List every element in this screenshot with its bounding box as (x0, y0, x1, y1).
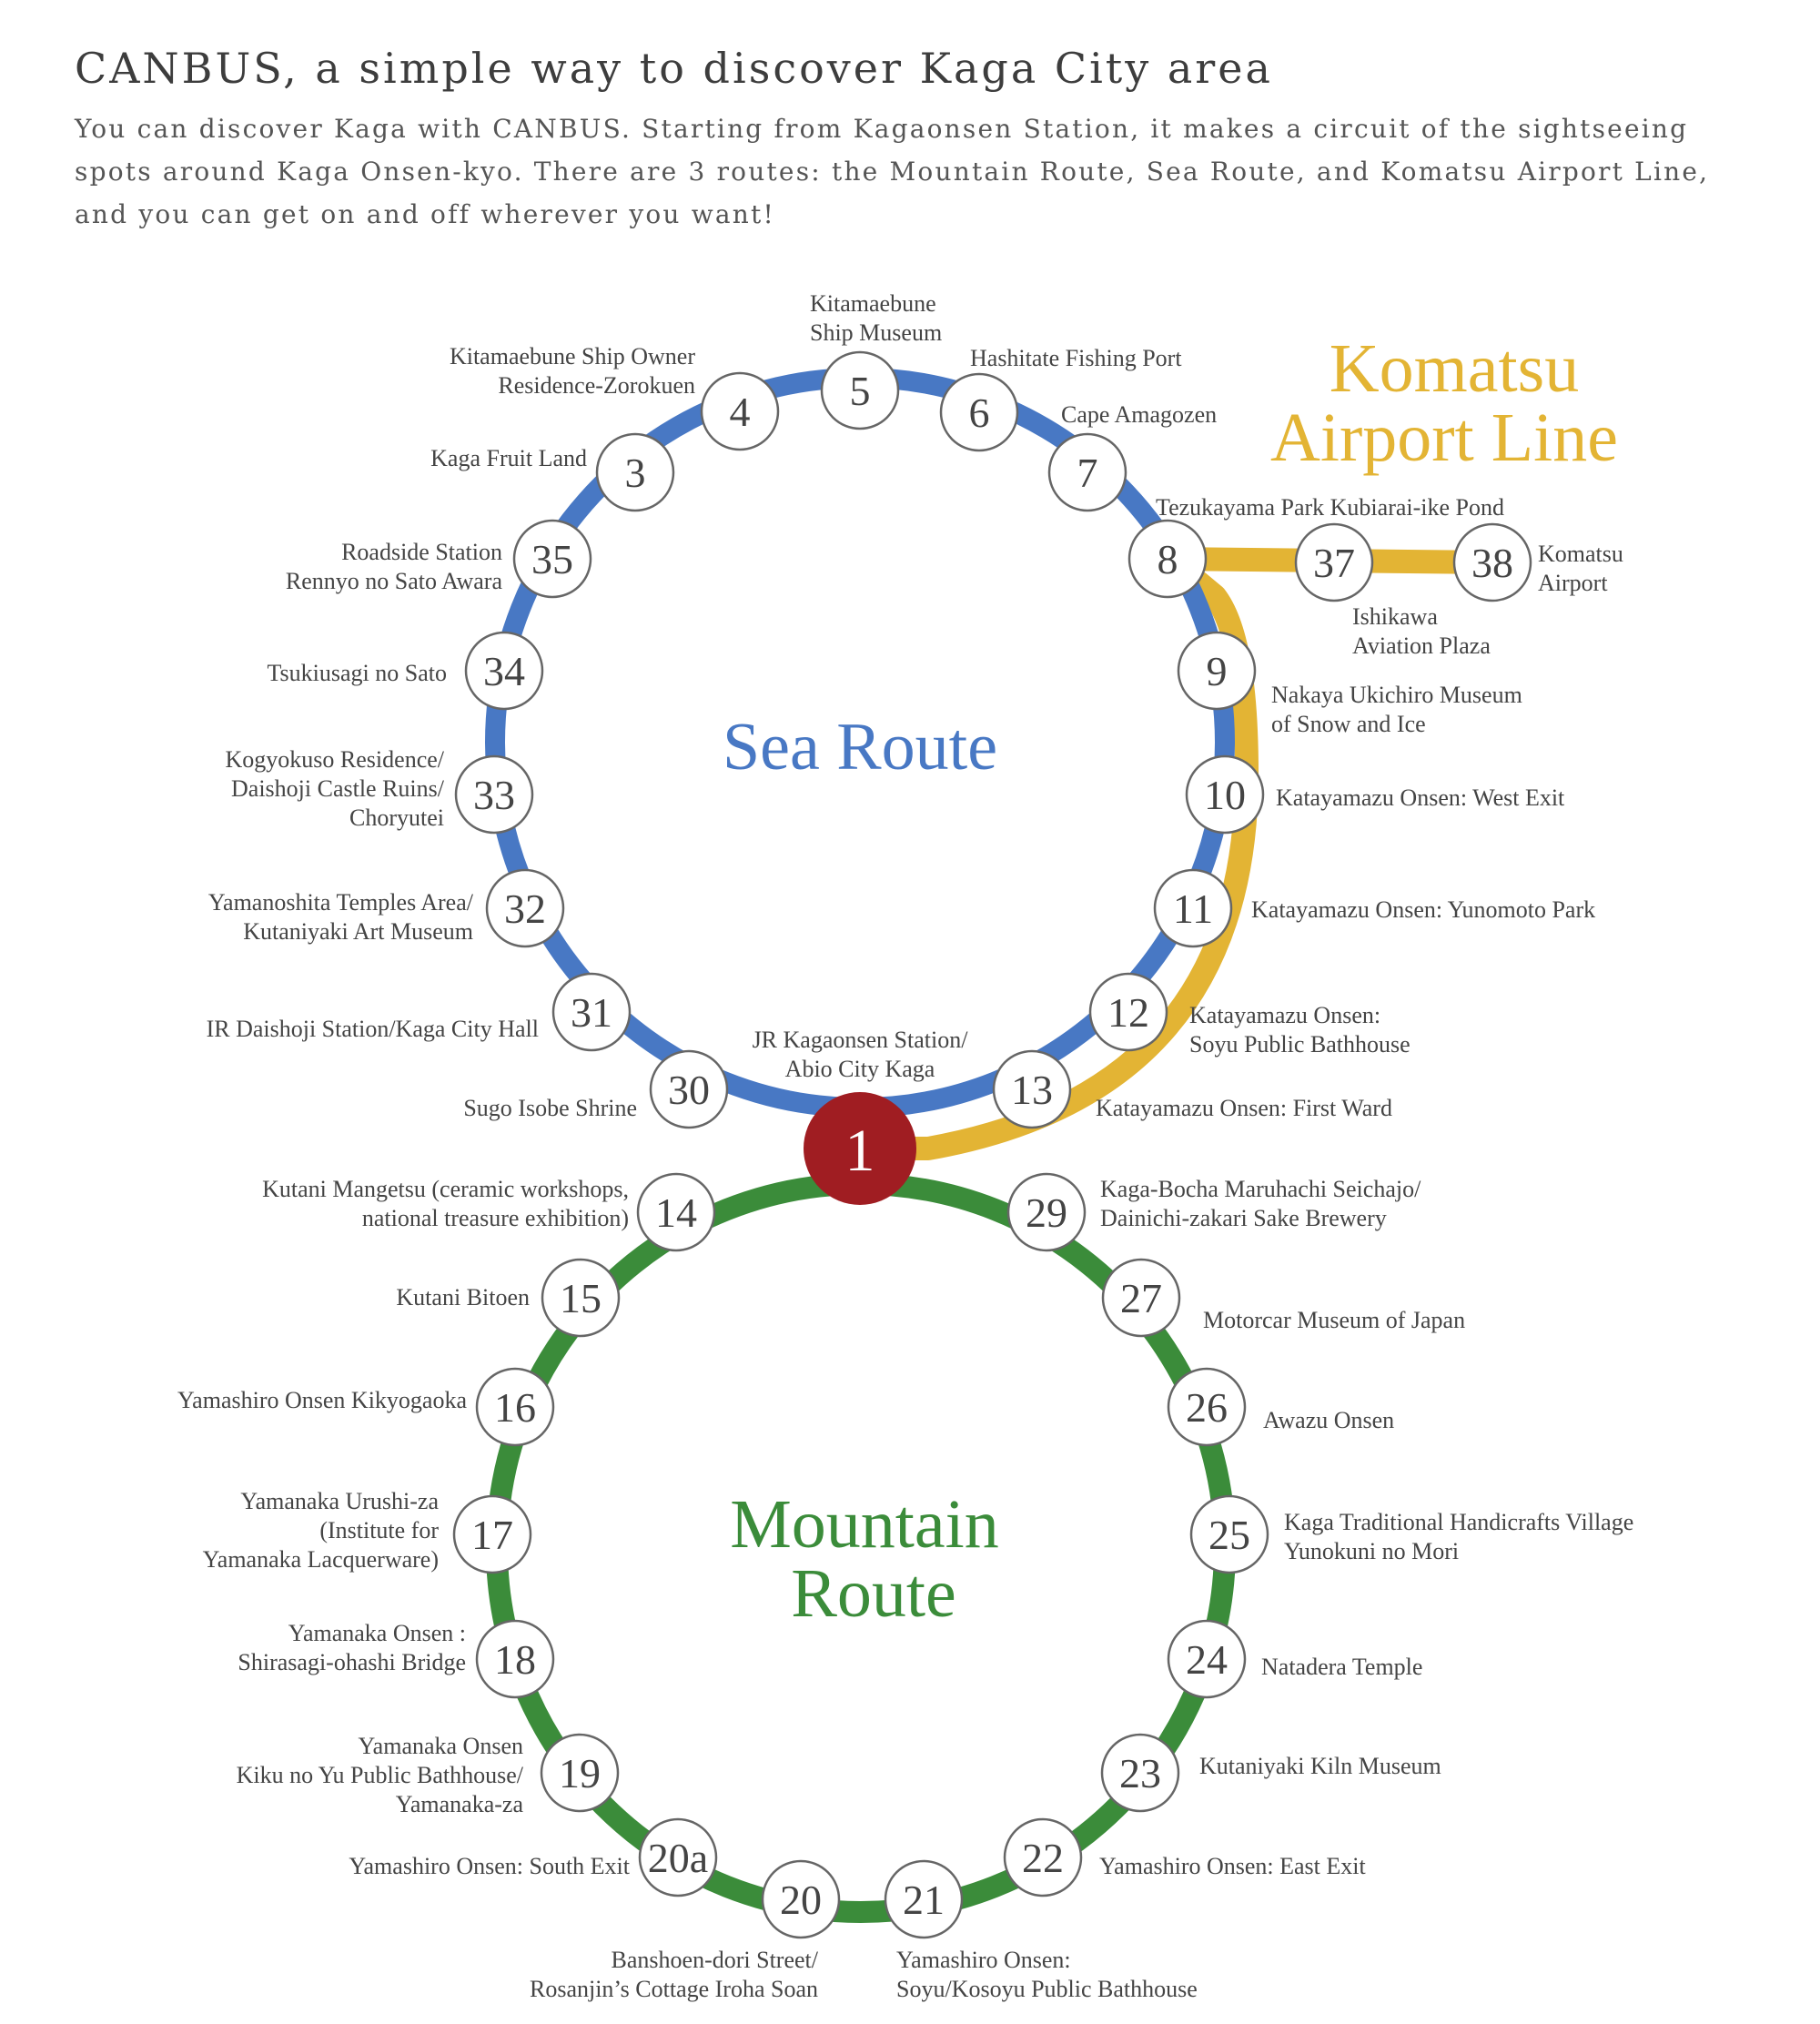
station-label-17 (203, 1488, 440, 1573)
station-20[interactable] (763, 1861, 839, 1938)
sea-route-title: Sea Route (722, 710, 998, 784)
station-label-line: Komatsu (1538, 541, 1623, 567)
station-label-line: Yamanaka-za (395, 1791, 523, 1817)
station-5[interactable] (822, 352, 898, 429)
airport-line-title-line1: Komatsu (1329, 330, 1580, 407)
station-12[interactable] (1090, 974, 1167, 1050)
station-number: 3 (624, 450, 646, 496)
station-label-line: Kitamaebune (810, 290, 936, 317)
station-3[interactable] (597, 434, 673, 511)
station-number: 11 (1172, 886, 1214, 932)
station-label-line: (Institute for (319, 1517, 439, 1543)
station-4[interactable] (702, 373, 778, 450)
station-label-line: Katayamazu Onsen: First Ward (1096, 1095, 1392, 1121)
station-18[interactable] (477, 1621, 553, 1697)
station-label-29 (1100, 1176, 1421, 1231)
station-label-12 (1189, 1002, 1410, 1058)
station-33[interactable] (456, 756, 532, 833)
station-label-line: Kaga Fruit Land (430, 445, 587, 471)
station-label-line: Yamanaka Lacquerware) (202, 1546, 439, 1573)
station-16[interactable] (477, 1369, 553, 1445)
station-label-line: Choryutei (349, 805, 444, 831)
hub-label-line1: JR Kagaonsen Station/ (752, 1027, 968, 1053)
station-label-line: Tsukiusagi no Sato (267, 660, 447, 686)
station-7[interactable] (1049, 434, 1126, 511)
station-35[interactable] (514, 521, 591, 597)
station-label-10 (1276, 784, 1565, 811)
station-label-line: Yamashiro Onsen: (896, 1947, 1071, 1973)
station-34[interactable] (466, 632, 542, 709)
station-number: 4 (729, 389, 751, 435)
station-label-30 (463, 1095, 637, 1121)
station-number: 30 (668, 1067, 710, 1113)
station-label-20a (349, 1853, 630, 1879)
station-label-line: Yamanaka Urushi-za (240, 1488, 439, 1514)
station-label-line: Kutani Mangetsu (ceramic workshops, (262, 1176, 629, 1202)
station-label-22 (1099, 1853, 1367, 1879)
station-label-line: Roadside Station (341, 539, 502, 565)
station-number: 21 (903, 1877, 945, 1923)
station-label-34 (267, 660, 447, 686)
station-number: 24 (1186, 1636, 1228, 1683)
station-31[interactable] (553, 974, 630, 1050)
station-label-line: Hashitate Fishing Port (970, 345, 1182, 371)
station-label-line: Katayamazu Onsen: West Exit (1276, 784, 1565, 811)
station-number: 13 (1011, 1067, 1053, 1113)
station-label-7 (1061, 401, 1217, 428)
station-label-35 (286, 539, 503, 594)
station-27[interactable] (1103, 1260, 1179, 1336)
station-number: 32 (504, 886, 546, 932)
station-label-line: Cape Amagozen (1061, 401, 1218, 428)
station-number: 29 (1026, 1189, 1067, 1236)
station-25[interactable] (1191, 1496, 1268, 1573)
station-number: 17 (471, 1512, 513, 1558)
station-label-16 (177, 1387, 467, 1413)
station-number: 34 (483, 648, 525, 694)
station-label-25 (1284, 1509, 1633, 1564)
station-number: 5 (849, 368, 871, 414)
station-label-14 (262, 1176, 629, 1231)
page-title: CANBUS, a simple way to discover Kaga City area (75, 44, 1273, 93)
station-number: 20a (647, 1835, 709, 1881)
station-label-line: Kaga-Bocha Maruhachi Seichajo/ (1100, 1176, 1421, 1202)
station-8[interactable] (1129, 521, 1206, 597)
station-number: 8 (1157, 536, 1178, 582)
station-22[interactable] (1005, 1819, 1081, 1896)
station-label-line: Yamashiro Onsen: East Exit (1099, 1853, 1366, 1879)
station-number: 16 (494, 1384, 536, 1431)
station-number: 25 (1208, 1512, 1250, 1558)
station-label-33 (226, 746, 445, 831)
mountain-route-title-line1: Mountain (730, 1486, 999, 1563)
station-label-11 (1251, 896, 1595, 923)
station-number: 37 (1313, 540, 1355, 586)
station-20a[interactable] (640, 1819, 716, 1896)
station-label-line: Katayamazu Onsen: (1189, 1002, 1381, 1028)
station-label-line: IR Daishoji Station/Kaga City Hall (206, 1016, 539, 1042)
station-label-line: Dainichi-zakari Sake Brewery (1100, 1205, 1387, 1231)
station-label-line: Shirasagi-ohashi Bridge (238, 1649, 466, 1675)
station-label-line: Nakaya Ukichiro Museum (1271, 682, 1522, 708)
station-label-line: Sugo Isobe Shrine (463, 1095, 637, 1121)
station-label-line: Awazu Onsen (1263, 1407, 1395, 1433)
station-number: 33 (473, 772, 515, 818)
station-label-8 (1156, 494, 1504, 521)
station-number: 9 (1206, 648, 1228, 694)
station-label-line: Kutaniyaki Kiln Museum (1199, 1753, 1441, 1779)
station-label-line: Katayamazu Onsen: Yunomoto Park (1251, 896, 1596, 923)
station-number: 35 (531, 536, 573, 582)
station-label-21 (896, 1947, 1198, 2002)
station-number: 20 (780, 1877, 822, 1923)
station-number: 10 (1204, 772, 1246, 818)
airport-line-title-line2: Airport Line (1269, 400, 1619, 476)
station-label-37 (1352, 603, 1491, 659)
station-number: 23 (1119, 1750, 1161, 1796)
station-label-38 (1538, 541, 1623, 596)
station-label-15 (396, 1284, 530, 1311)
station-6[interactable] (941, 374, 1017, 450)
station-24[interactable] (1168, 1621, 1245, 1697)
station-number: 12 (1107, 989, 1149, 1036)
station-label-line: Yamashiro Onsen Kikyogaoka (177, 1387, 467, 1413)
station-label-line: Ishikawa (1352, 603, 1438, 630)
station-11[interactable] (1155, 870, 1231, 946)
station-label-line: of Snow and Ice (1271, 711, 1426, 737)
station-number: 31 (571, 989, 612, 1036)
station-label-line: Banshoen-dori Street/ (611, 1947, 818, 1973)
station-number: 22 (1022, 1835, 1064, 1881)
station-label-line: Kogyokuso Residence/ (225, 746, 444, 773)
station-label-line: Yamanoshita Temples Area/ (207, 889, 473, 916)
station-label-line: Yamashiro Onsen: South Exit (349, 1853, 630, 1879)
station-label-line: Soyu Public Bathhouse (1189, 1031, 1410, 1058)
station-label-line: Soyu/Kosoyu Public Bathhouse (896, 1976, 1198, 2002)
station-30[interactable] (651, 1051, 727, 1128)
station-label-3 (430, 445, 587, 471)
station-26[interactable] (1168, 1369, 1245, 1445)
station-number: 38 (1471, 540, 1513, 586)
station-10[interactable] (1187, 756, 1263, 833)
station-label-line: Kiku no Yu Public Bathhouse/ (236, 1762, 523, 1788)
station-23[interactable] (1102, 1735, 1178, 1811)
station-label-line: Kitamaebune Ship Owner (449, 343, 695, 369)
hub-station[interactable] (804, 1092, 916, 1205)
station-label-23 (1199, 1753, 1441, 1779)
station-number: 19 (559, 1750, 601, 1796)
station-number: 6 (968, 390, 990, 436)
station-label-line: Rennyo no Sato Awara (285, 568, 502, 594)
station-label-line: Daishoji Castle Ruins/ (231, 775, 444, 802)
station-label-line: Residence-Zorokuen (498, 372, 695, 399)
station-label-line: Aviation Plaza (1352, 632, 1491, 659)
station-label-line: Yamanaka Onsen (358, 1733, 523, 1759)
station-label-line: national treasure exhibition) (361, 1205, 629, 1231)
station-label-line: Kutani Bitoen (396, 1284, 530, 1311)
intro-paragraph: You can discover Kaga with CANBUS. Starting from Kagaonsen Station, it makes a circuit of the sightseeing spots around Kaga Onsen-kyo. There are 3 routes: the Mountain Route, Sea Route, and Komatsu Airport Line, and you can get on and off wherever you want! (75, 114, 1710, 229)
station-label-31 (207, 1016, 539, 1042)
station-label-5 (810, 290, 942, 346)
station-37[interactable] (1296, 524, 1372, 601)
station-label-13 (1096, 1095, 1392, 1121)
route-lines (495, 378, 1492, 1912)
station-label-line: Natadera Temple (1261, 1654, 1423, 1680)
station-label-27 (1203, 1307, 1465, 1333)
station-32[interactable] (487, 870, 563, 946)
station-label-line: Kaga Traditional Handicrafts Village (1284, 1509, 1634, 1535)
station-label-6 (970, 345, 1182, 371)
hub-number: 1 (844, 1118, 875, 1184)
station-label-line: Kutaniyaki Art Museum (243, 918, 473, 945)
station-label-18 (238, 1620, 466, 1675)
station-number: 18 (494, 1636, 536, 1683)
station-label-line: Motorcar Museum of Japan (1203, 1307, 1466, 1333)
station-number: 14 (655, 1189, 697, 1236)
station-label-19 (237, 1733, 524, 1817)
station-13[interactable] (994, 1051, 1070, 1128)
station-label-line: Yunokuni no Mori (1284, 1538, 1460, 1564)
station-19[interactable] (541, 1735, 618, 1811)
station-number: 26 (1186, 1384, 1228, 1431)
station-15[interactable] (542, 1260, 619, 1336)
station-number: 7 (1077, 450, 1098, 496)
station-label-32 (208, 889, 474, 945)
station-label-24 (1261, 1654, 1422, 1680)
station-label-line: Yamanaka Onsen : (288, 1620, 466, 1646)
station-label-line: Ship Museum (810, 319, 943, 346)
station-number: 27 (1120, 1275, 1162, 1321)
station-21[interactable] (885, 1861, 962, 1938)
station-29[interactable] (1008, 1174, 1085, 1250)
station-label-line: Airport (1538, 570, 1608, 596)
station-number: 15 (560, 1275, 602, 1321)
station-label-9 (1271, 682, 1522, 737)
station-label-line: Tezukayama Park Kubiarai-ike Pond (1156, 494, 1504, 521)
station-9[interactable] (1178, 632, 1255, 709)
mountain-route-title-line2: Route (791, 1555, 956, 1632)
station-14[interactable] (638, 1174, 714, 1250)
station-label-20 (530, 1947, 819, 2002)
station-label-26 (1263, 1407, 1394, 1433)
station-38[interactable] (1454, 524, 1531, 601)
station-17[interactable] (454, 1496, 531, 1573)
hub-label-line2: Abio City Kaga (784, 1056, 935, 1082)
station-label-line: Rosanjin’s Cottage Iroha Soan (529, 1976, 818, 2002)
station-label-4 (450, 343, 695, 399)
